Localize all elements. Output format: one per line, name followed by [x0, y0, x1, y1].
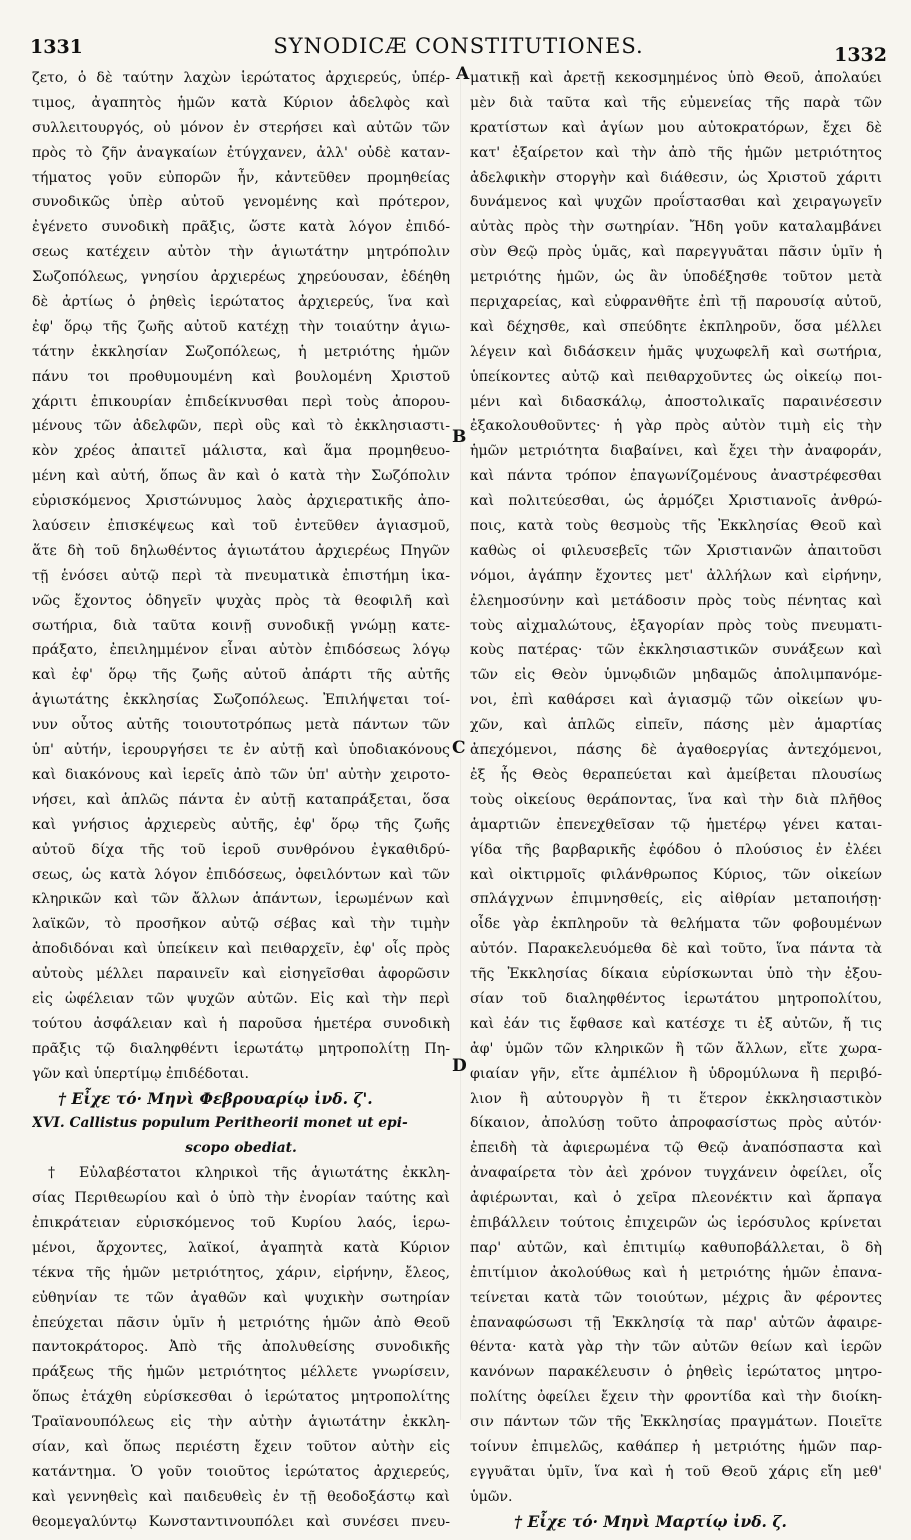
right-column-line: αὐτόν. Παρακελευόμεθα δὲ καὶ τοῦτο, ἵνα πάντα τὰ [470, 941, 882, 958]
left-column-line: τήματος γοῦν εὐπορῶν ἦν, κἀντεῦθεν προμηθείας [32, 169, 450, 186]
left-column-line: ἅτε δὴ τοῦ δηλωθέντος ἁγιωτάτου ἀρχιερέως Πηγῶν [32, 542, 450, 559]
left-column-line: ἐγένετο συνοδικὴ πρᾶξις, ὥστε κατὰ λόγον ἐπιδό- [32, 219, 450, 236]
right-column-line: ἀδελφικὴν στοργὴν καὶ διάθεσιν, ὡς Χριστοῦ χάριτι [470, 169, 882, 186]
left-column-line: πράξατο, ἐπειλημμένον εἶναι αὐτὸν ἐπιδόσεως λόγῳ [32, 642, 450, 659]
right-column-line: ποις, κατὰ τοὺς θεσμοὺς τῆς Ἐκκλησίας Θεοῦ καὶ [470, 518, 882, 535]
left-column-line: ἐπεύχεται πᾶσιν ὑμῖν ἡ μετριότης ἡμῶν ἀπὸ Θεοῦ [32, 1314, 450, 1331]
right-column-line: μένι καὶ διδασκάλῳ, ἀποστολικαῖς παραινέσεσιν [470, 393, 882, 410]
left-column-line: πρὸς τὸ ζῆν ἀναγκαίων ἐτύγχανεν, ἀλλ' οὐδὲ καταν- [32, 144, 450, 161]
left-column-line: θεομεγαλύντῳ Κωνσταντινουπόλει καὶ συνέσει πνευ- [32, 1513, 450, 1530]
left-column-line: κληρικῶν καὶ τῶν ἄλλων ἁπάντων, ἱερωμένων καὶ [32, 891, 450, 908]
left-column-line: ἐφ' ὅρῳ τῆς ζωῆς αὐτοῦ κατέχῃ τὴν τοιαύτην ἁγιω- [32, 318, 450, 335]
left-column-line: σωτήρια, διὰ ταῦτα κοινῇ συνοδικῇ γνώμῃ κατε- [32, 617, 450, 634]
right-column-line: σὺν Θεῷ πρὸς ὑμᾶς, καὶ παρεγγυᾶται πᾶσιν ὑμῖν ἡ [470, 244, 882, 261]
right-column-line: ἐξ ἧς Θεὸς θεραπεύεται καὶ ἀμείβεται πλουσίως [470, 766, 882, 783]
right-column-line: ὑπείκοντες αὐτῷ καὶ πειθαρχοῦντες ὡς οἰκείῳ ποι- [470, 368, 882, 385]
left-column-line: ἀποδιδόναι καὶ ὑπείκειν καὶ πειθαρχεῖν, ἐφ' οἷς πρὸς [32, 941, 450, 958]
left-column-line: πρᾶξις τῷ διαληφθέντι ἱερωτάτῳ μητροπολίτῃ Πη- [32, 1040, 450, 1057]
left-column-line: τῇ ἑνόσει αὐτῷ περὶ τὰ πνευματικὰ ἐπιστήμη ἱκα- [32, 567, 450, 584]
right-column-line: καὶ ἐάν τις ἔφθασε καὶ κατέσχε τι ἐξ αὐτῶν, ἤ τις [470, 1015, 882, 1032]
right-column-line: νοι, ἐπὶ καθάρσει καὶ ἁγιασμῷ τῶν οἰκείων ψυ- [470, 692, 882, 709]
right-column-line: αὐτὰς πρὸς τὴν σωτηρίαν. Ἤδη γοῦν καταλαμβάνει [470, 219, 882, 236]
right-column-line: μετριότης ἡμῶν, ὡς ἂν ὑποδέξησθε τοῦτον μετὰ [470, 269, 882, 286]
right-column-line: πολίτης ὀφείλει ἔχειν τὴν φροντίδα καὶ τὴν διοίκη- [470, 1389, 882, 1406]
right-column-line: σιν πάντων τῶν τῆς Ἐκκλησίας πραγμάτων. Ποιεῖτε [470, 1414, 882, 1431]
right-column-line: ἀπεχόμενοι, πάσης δὲ ἀγαθοεργίας ἀντεχόμενοι, [470, 742, 882, 759]
right-column [470, 66, 882, 1535]
section-marker-a: A [456, 64, 470, 84]
right-column-line: καὶ οἰκτιρμοῖς φιλάνθρωπος Κύριος, τῶν οἰκείων [470, 866, 882, 883]
left-column-line: ἐπικράτειαν εὑρισκόμενος τοῦ Κυρίου λαός, ἱερω- [32, 1214, 450, 1231]
section-marker-c: C [452, 738, 466, 758]
left-column-line: εἰς ὠφέλειαν τῶν ψυχῶν αὐτῶν. Εἰς καὶ τὴν περὶ [32, 990, 450, 1007]
left-column-line: † Εὐλαβέστατοι κληρικοὶ τῆς ἁγιωτάτης ἐκκλη- [48, 1165, 450, 1182]
left-column-line: πάνυ τοι προθυμουμένη καὶ βουλομένη Χριστοῦ [32, 368, 450, 385]
right-column-line: σίαν τοῦ διαληφθέντος ἱερωτάτου μητροπολίτου, [470, 990, 882, 1007]
right-column-line: νόμοι, ἀγάπην ἔχοντες μετ' ἀλλήλων καὶ εἰρήνην, [470, 567, 882, 584]
right-column-line: ματικῇ καὶ ἀρετῇ κεκοσμημένος ὑπὸ Θεοῦ, ἀπολαύει [470, 70, 882, 86]
right-column-line: καὶ πολιτεύεσθαι, ὡς ἁρμόζει Χριστιανοῖς ἀνθρώ- [470, 493, 882, 510]
right-column-line: κατ' ἐξαίρετον καὶ τὴν ἀπὸ τῆς ἡμῶν μετριότητος [470, 144, 882, 161]
right-column-line: φιαίαν γῆν, εἴτε ἀμπέλιον ἢ ὑδρομύλωνα ἢ περιβό- [470, 1065, 882, 1082]
left-column-line: δὲ ἀρτίως ὁ ῥηθεὶς ἱερώτατος ἀρχιερεύς, ἵνα καὶ [32, 294, 450, 311]
right-column-line: καὶ πάντα τρόπον ἐπαγωνίζομένους ἀναστρέφεσθαι [470, 468, 882, 485]
left-column-line: σεως κατέχειν αὐτὸν τὴν ἁγιωτάτην μητρόπολιν [32, 244, 450, 261]
right-column-line: ἀφ' ὑμῶν τῶν κληρικῶν ἢ τῶν ἄλλων, εἴτε χωρα- [470, 1040, 882, 1057]
right-column-line: λέγειν καὶ διδάσκειν ἡμᾶς ψυχωφελῆ καὶ σωτήρια, [470, 343, 882, 360]
left-column-line: λαϊκῶν, τὸ προσῆκον αὐτῷ σέβας καὶ τὴν τιμὴν [32, 916, 450, 933]
left-column-line: μένη καὶ αὐτή, ὅπως ἂν καὶ ὁ κατὰ τὴν Σωζόπολιν [32, 468, 450, 485]
left-column-line: σίας Περιθεωρίου καὶ ὁ ὑπὸ τὴν ἐνορίαν ταύτης καὶ [32, 1190, 450, 1207]
right-column-line: ἁμαρτιῶν ἐπενεχθεῖσαν τῷ ἡμετέρῳ γένει καται- [470, 816, 882, 833]
running-title: SYNODICÆ CONSTITUTIONES. [273, 34, 644, 58]
left-column-line: ὑπ' αὐτήν, ἱερουργήσει τε ἐν αὐτῇ καὶ ὑποδιακόνους [32, 742, 450, 759]
page-number-right: 1332 [834, 44, 887, 66]
right-column-line: δίκαιον, ἀπολύσῃ τοῦτο ἀπροφασίστως πρὸς αὐτόν· [470, 1115, 882, 1132]
left-column-line: εὑρισκόμενος Χριστώνυμος λαὸς ἀρχιερατικῆς ἀπο- [32, 493, 450, 510]
right-column-line: κοὺς πατέρας· τῶν ἐκκλησιαστικῶν συνάξεων καὶ [470, 642, 882, 659]
right-column-line: λιον ἢ αὐτουργὸν ἢ τι ἕτερον ἐκκλησιαστικὸν [470, 1090, 882, 1107]
left-column-line: καὶ γεννηθεὶς καὶ παιδευθεὶς ἐν τῇ θεοδοξάστῳ καὶ [32, 1488, 450, 1505]
right-column-line: γίδα τῆς βαρβαρικῆς ἐφόδου ὁ πλούσιος ἐν ἐλέει [470, 841, 882, 858]
left-column-line: † Εἶχε τό· Μηνὶ Φεβρουαρίῳ ἰνδ. ζ'. [58, 1088, 373, 1108]
right-column-line: εγγυᾶται ὑμῖν, ἵνα καὶ ἡ τοῦ Θεοῦ χάρις εἴη μεθ' [470, 1463, 882, 1480]
right-column-line: καὶ δέχησθε, καὶ σπεύδητε ἐκπληροῦν, ὅσα μέλλει [470, 318, 882, 335]
left-column-line: σεως, ὡς κατὰ λόγον ἐπιδόσεως, ὀφειλόντων καὶ τῶν [32, 866, 450, 883]
right-column-line: δυνάμενος καὶ ψυχῶν προΐστασθαι καὶ χειραγωγεῖν [470, 194, 882, 211]
left-column-line: νυν οὗτος αὐτῆς τοιουτοτρόπως μετὰ πάντων τῶν [32, 717, 450, 734]
left-column-line: συλλειτουργός, οὐ μόνον ἐν στερήσει καὶ αὐτῶν τῶν [32, 119, 450, 136]
left-column-line: καὶ ἐφ' ὅρῳ τῆς ζωῆς αὐτοῦ ἀπάρτι τῆς αὐτῆς [32, 667, 450, 684]
right-column-line: περιχαρείας, καὶ εὐφρανθῆτε ἐπὶ τῇ παρουσίᾳ αὐτοῦ, [470, 294, 882, 311]
left-column-line: παντοκράτορος. Ἀπὸ τῆς ἀπολυθείσης συνοδικῆς [32, 1339, 450, 1356]
right-column-line: ἀναφαίρετα τὸν ἀεὶ χρόνον τυγχάνειν ὀφείλει, οἷς [470, 1165, 882, 1182]
left-column-line: τέκνα τῆς ἡμῶν μετριότητος, χάριν, εἰρήνην, ἔλεος, [32, 1264, 450, 1281]
left-column-line: σίαν, καὶ ὅπως περιέστη ἔχειν τοῦτον αὐτὴν εἰς [32, 1438, 450, 1455]
section-marker-b: B [452, 427, 467, 447]
left-column-line: scopo obediat. [185, 1140, 297, 1157]
left-column-line: τιμος, ἀγαπητὸς ἡμῶν κατὰ Κύριον ἀδελφὸς καὶ [32, 94, 450, 111]
right-column-line: ὑμῶν. [470, 1488, 513, 1505]
left-column-line: νῶς ἔχοντος ὁδηγεῖν ψυχὰς πρὸς τὰ θεοφιλῆ καὶ [32, 592, 450, 609]
left-column-line: κὸν χρέος ἀπαιτεῖ μάλιστα, καὶ ἅμα προμηθευο- [32, 443, 450, 460]
right-column-line: ἐλεημοσύνην καὶ μετάδοσιν πρὸς τοὺς πένητας καὶ [470, 592, 882, 609]
left-column-line: αὐτοὺς μέλλει παραινεῖν καὶ εἰσηγεῖσθαι ἀφορῶσιν [32, 966, 450, 983]
left-column-line: γῶν καὶ ὑπερτίμῳ ἐπιδέδοται. [32, 1065, 250, 1082]
left-column-line: αὐτοῦ δίχα τῆς τοῦ ἱεροῦ συνθρόνου ἐγκαθιδρύ- [32, 841, 450, 858]
section-marker-d: D [452, 1056, 467, 1076]
right-column-line: καθὼς οἱ φιλευσεβεῖς τῶν Χριστιανῶν ἀπαιτοῦσι [470, 542, 882, 559]
right-column-line: ἐξακολουθοῦντες· ἡ γὰρ πρὸς αὐτὸν τιμὴ εἰς τὴν [470, 418, 882, 435]
right-column-line: τῶν εἰς Θεὸν ὑμνῳδιῶν μηδαμῶς ἀπολιμπανόμε- [470, 667, 882, 684]
right-column-line: τείνεται κατὰ τῶν τοιούτων, μέχρις ἂν φέροντες [470, 1289, 882, 1306]
right-column-line: ἐπειδὴ τὰ ἀφιερωμένα τῷ Θεῷ ἀναπόσπαστα καὶ [470, 1140, 882, 1157]
left-column [32, 66, 450, 1535]
right-column-line: θέντα· κατὰ γὰρ τὴν τῶν αὐτῶν θείων καὶ ἱερῶν [470, 1339, 882, 1356]
left-column-line: συνοδικῶς ὑπὲρ αὐτοῦ γενομένης καὶ πρότερον, [32, 194, 450, 211]
right-column-line: κρατίστων καὶ ἁγίων μου αὐτοκρατόρων, ἔχει δὲ [470, 119, 882, 136]
left-column-line: πράξεως τῆς ἡμῶν μετριότητος μέλλετε γνωρίσειν, [32, 1364, 450, 1381]
left-column-line: χάριτι ἐπικουρίαν ἐπιδείκνυσθαι περὶ τοὺς ἀπορου- [32, 393, 450, 410]
left-column-line: τάτην ἐκκλησίαν Σωζοπόλεως, ἡ μετριότης ἡμῶν [32, 343, 450, 360]
right-column-line: ἐπιτίμιον ἀκολούθως καὶ ἡ μετριότης ἡμῶν ἐπανα- [470, 1264, 882, 1281]
right-column-line: τοίνυν ἐπιμελῶς, καθάπερ ἡ μετριότης ἡμῶν παρ- [470, 1438, 882, 1455]
right-column-line: μὲν διὰ ταῦτα καὶ τῆς εὐμενείας τῆς παρὰ τῶν [470, 94, 882, 111]
left-column-line: μένους τῶν ἀδελφῶν, περὶ οὓς καὶ τὸ ἐκκλησιαστι- [32, 418, 450, 435]
left-column-line: XVI. Callistus populum Peritheorii monet ut epi- [32, 1115, 408, 1132]
right-column-line: κανόνων παρακέλευσιν ὁ ῥηθεὶς ἱερώτατος μητρο- [470, 1364, 882, 1381]
left-column-line: καὶ γνήσιος ἀρχιερεὺς αὐτῆς, ἐφ' ὅρῳ τῆς ζωῆς [32, 816, 450, 833]
right-column-line: ἀφιέρωνται, καὶ ὁ χεῖρα πλεονέκτιν καὶ ἅρπαγα [470, 1190, 882, 1207]
left-column-line: τούτου ἀσφάλειαν καὶ ἡ παροῦσα ἡμετέρα συνοδικὴ [32, 1015, 450, 1032]
left-column-line: καὶ διακόνους καὶ ἱερεῖς ἀπὸ τῶν ὑπ' αὐτὴν χειροτο- [32, 766, 450, 783]
left-column-line: ἁγιωτάτης ἐκκλησίας Σωζοπόλεως. Ἐπιλήψεται τοί- [32, 692, 450, 709]
right-column-line: τοὺς οἰκείους θεράποντας, ἵνα καὶ τὴν διὰ πλῆθος [470, 791, 882, 808]
left-column-line: κατάντημα. Ὁ γοῦν τοιοῦτος ἱερώτατος ἀρχιερεύς, [32, 1463, 450, 1480]
left-column-line: μένοι, ἄρχοντες, λαϊκοί, ἀγαπητὰ κατὰ Κύριον [32, 1239, 450, 1256]
right-column-line: παρ' αὐτῶν, καὶ ἐπιτιμίῳ καθυποβάλλεται, ὃ δὴ [470, 1239, 882, 1256]
page-number-left: 1331 [30, 36, 83, 58]
right-column-line: ἐπαναφώσωσι τῇ Ἐκκλησίᾳ τὰ παρ' αὐτῶν ἀφαιρε- [470, 1314, 882, 1331]
left-column-line: Τραϊανουπόλεως εἰς τὴν αὐτὴν ἁγιωτάτην ἐκκλη- [32, 1414, 450, 1431]
left-column-line: ὅπως ἐτάχθη εὑρίσκεσθαι ὁ ἱερώτατος μητροπολίτης [32, 1389, 450, 1406]
right-column-line: χῶν, καὶ ἁπλῶς εἰπεῖν, πάσης μὲν ἁμαρτίας [470, 717, 882, 734]
left-column-line: νήσει, καὶ ἁπλῶς πάντα ἐν αὐτῇ καταπράξεται, ὅσα [32, 791, 450, 808]
right-column-line: ἐπιβάλλειν τούτοις ἐπιχειρῶν ὡς ἱερόσυλος κρίνεται [470, 1214, 882, 1231]
right-column-line: οἶδε γὰρ ἐκπληροῦν τὰ θελήματα τῶν φοβουμένων [470, 916, 882, 933]
right-column-line: † Εἶχε τό· Μηνὶ Μαρτίῳ ἰνδ. ζ. [514, 1511, 787, 1531]
left-column-line: Σωζοπόλεως, γνησίου ἀρχιερέως χηρεύουσαν, ἐδέηθη [32, 269, 450, 286]
left-column-line: ζετο, ὁ δὲ ταύτην λαχὼν ἱερώτατος ἀρχιερεύς, ὑπέρ- [32, 70, 450, 86]
right-column-line: ἡμῶν μετριότητα διαβαίνει, καὶ ἔχει τὴν ἀναφοράν, [470, 443, 882, 460]
page-header [30, 34, 887, 64]
right-column-line: τοὺς αἰχμαλώτους, ἐξαγορίαν πρὸς τοὺς πνευματι- [470, 617, 882, 634]
left-column-line: λαύσειν ἐπισκέψεως καὶ τοῦ ἐντεῦθεν ἁγιασμοῦ, [32, 518, 450, 535]
right-column-line: σπλάγχνων ἐπιμνησθείς, εἰς αἰθρίαν μεταποιήσῃ· [470, 891, 882, 908]
left-column-line: εὐθηνίαν τε τῶν ἀγαθῶν καὶ ψυχικὴν σωτηρίαν [32, 1289, 450, 1306]
right-column-line: τῆς Ἐκκλησίας δίκαια εὑρίσκωνται ὑπὸ τὴν ἐξου- [470, 966, 882, 983]
